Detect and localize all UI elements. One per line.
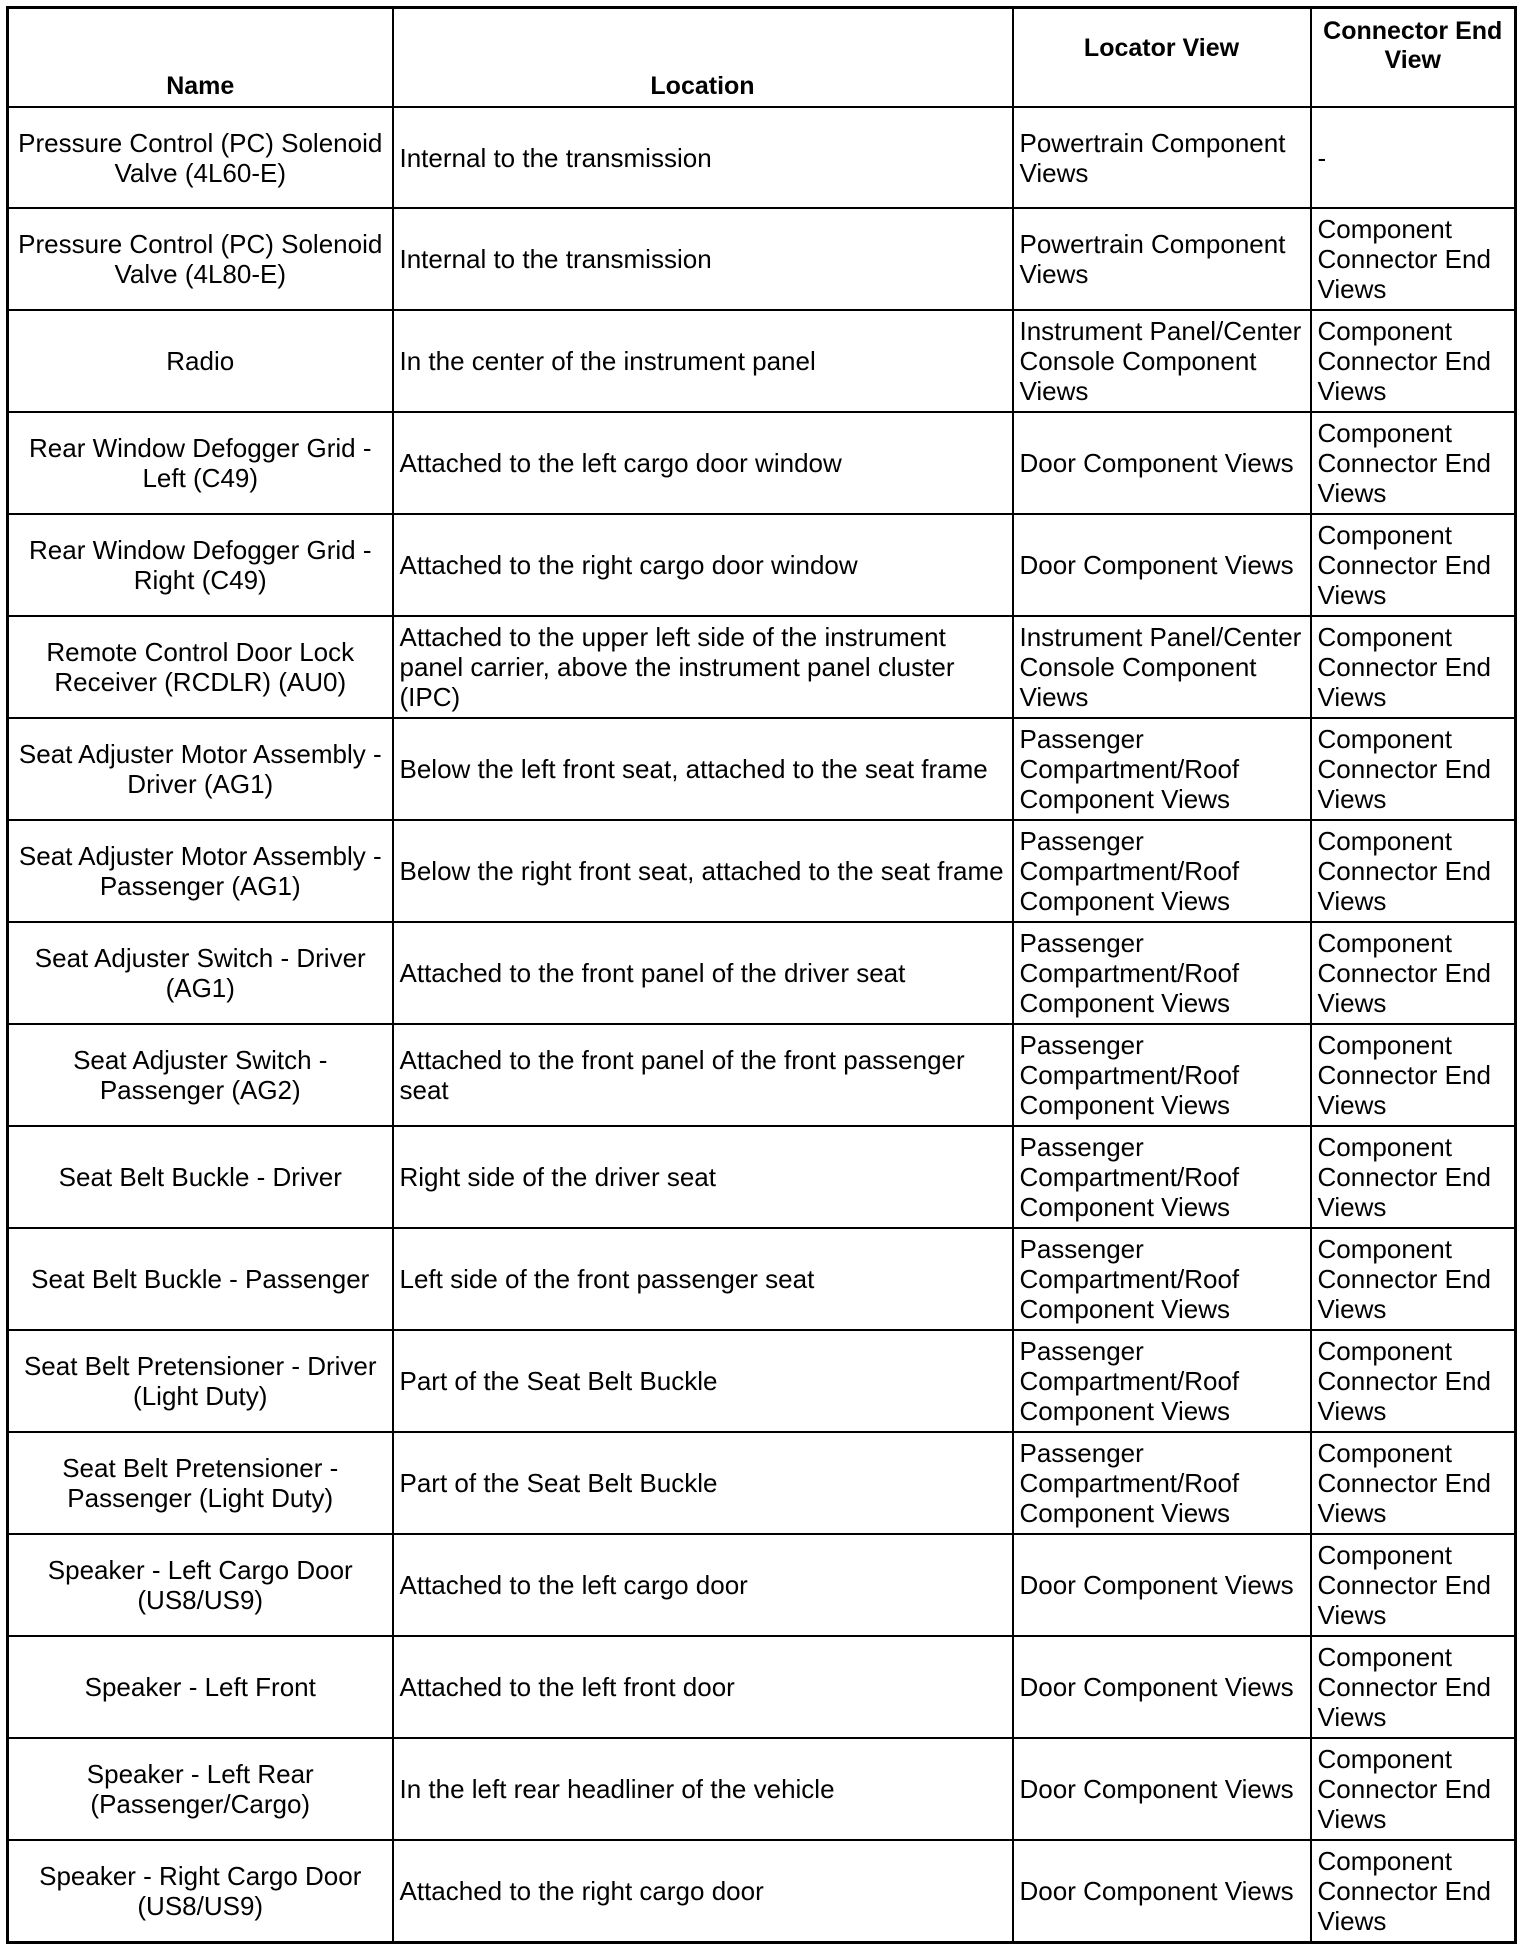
locator-view-cell: Passenger Compartment/Roof Component Views [1013, 1432, 1311, 1534]
component-name-cell: Pressure Control (PC) Solenoid Valve (4L80-E) [8, 208, 393, 310]
table-row [8, 1636, 1516, 1738]
locator-view-cell: Passenger Compartment/Roof Component Views [1013, 1126, 1311, 1228]
column-header-location: Location [393, 8, 1013, 108]
table-header [8, 8, 1516, 108]
table-row [8, 514, 1516, 616]
table-row [8, 1534, 1516, 1636]
connector-end-view-cell: Component Connector End Views [1311, 514, 1516, 616]
component-name-cell: Pressure Control (PC) Solenoid Valve (4L60-E) [8, 107, 393, 208]
component-name-cell: Seat Belt Buckle - Driver [8, 1126, 393, 1228]
location-cell: Attached to the left front door [393, 1636, 1013, 1738]
component-locator-table [6, 6, 1517, 1944]
component-name-cell: Seat Belt Pretensioner - Passenger (Light Duty) [8, 1432, 393, 1534]
component-name-cell: Speaker - Right Cargo Door (US8/US9) [8, 1840, 393, 1942]
location-cell: Attached to the left cargo door [393, 1534, 1013, 1636]
table-row [8, 412, 1516, 514]
table-row [8, 1024, 1516, 1126]
connector-end-view-cell: Component Connector End Views [1311, 820, 1516, 922]
locator-view-cell: Passenger Compartment/Roof Component Views [1013, 1228, 1311, 1330]
component-name-cell: Remote Control Door Lock Receiver (RCDLR) (AU0) [8, 616, 393, 718]
header-row [8, 8, 1516, 108]
component-name-cell: Speaker - Left Rear (Passenger/Cargo) [8, 1738, 393, 1840]
connector-end-view-cell: - [1311, 107, 1516, 208]
location-cell: Attached to the front panel of the driver seat [393, 922, 1013, 1024]
column-header-connector-end-view: Connector End View [1311, 8, 1516, 108]
column-header-locator-view: Locator View [1013, 8, 1311, 108]
component-name-cell: Rear Window Defogger Grid - Left (C49) [8, 412, 393, 514]
location-cell: Part of the Seat Belt Buckle [393, 1432, 1013, 1534]
table-row [8, 1330, 1516, 1432]
location-cell: In the left rear headliner of the vehicle [393, 1738, 1013, 1840]
component-name-cell: Speaker - Left Front [8, 1636, 393, 1738]
connector-end-view-cell: Component Connector End Views [1311, 208, 1516, 310]
locator-view-cell: Door Component Views [1013, 1636, 1311, 1738]
location-cell: Below the left front seat, attached to the seat frame [393, 718, 1013, 820]
table-row [8, 718, 1516, 820]
locator-view-cell: Passenger Compartment/Roof Component Views [1013, 1330, 1311, 1432]
connector-end-view-cell: Component Connector End Views [1311, 1432, 1516, 1534]
location-cell: Attached to the right cargo door window [393, 514, 1013, 616]
locator-view-cell: Door Component Views [1013, 412, 1311, 514]
component-name-cell: Seat Adjuster Switch - Passenger (AG2) [8, 1024, 393, 1126]
location-cell: Attached to the left cargo door window [393, 412, 1013, 514]
locator-view-cell: Instrument Panel/Center Console Component Views [1013, 310, 1311, 412]
connector-end-view-cell: Component Connector End Views [1311, 1228, 1516, 1330]
location-cell: Attached to the front panel of the front passenger seat [393, 1024, 1013, 1126]
component-name-cell: Seat Adjuster Motor Assembly - Passenger (AG1) [8, 820, 393, 922]
component-name-cell: Rear Window Defogger Grid - Right (C49) [8, 514, 393, 616]
connector-end-view-cell: Component Connector End Views [1311, 412, 1516, 514]
locator-view-cell: Passenger Compartment/Roof Component Views [1013, 718, 1311, 820]
locator-view-cell: Passenger Compartment/Roof Component Views [1013, 1024, 1311, 1126]
locator-view-cell: Door Component Views [1013, 1534, 1311, 1636]
locator-view-cell: Instrument Panel/Center Console Component Views [1013, 616, 1311, 718]
component-name-cell: Radio [8, 310, 393, 412]
connector-end-view-cell: Component Connector End Views [1311, 1024, 1516, 1126]
location-cell: Part of the Seat Belt Buckle [393, 1330, 1013, 1432]
component-name-cell: Speaker - Left Cargo Door (US8/US9) [8, 1534, 393, 1636]
table-body [8, 107, 1516, 1942]
locator-view-cell: Passenger Compartment/Roof Component Views [1013, 820, 1311, 922]
component-name-cell: Seat Adjuster Switch - Driver (AG1) [8, 922, 393, 1024]
table-row [8, 1126, 1516, 1228]
location-cell: Below the right front seat, attached to the seat frame [393, 820, 1013, 922]
table-row [8, 310, 1516, 412]
location-cell: In the center of the instrument panel [393, 310, 1013, 412]
location-cell: Internal to the transmission [393, 208, 1013, 310]
connector-end-view-cell: Component Connector End Views [1311, 922, 1516, 1024]
locator-view-cell: Powertrain Component Views [1013, 107, 1311, 208]
locator-view-cell: Powertrain Component Views [1013, 208, 1311, 310]
component-name-cell: Seat Adjuster Motor Assembly - Driver (AG1) [8, 718, 393, 820]
column-header-name: Name [8, 8, 393, 108]
component-locator-table-container [6, 6, 1514, 1936]
connector-end-view-cell: Component Connector End Views [1311, 1126, 1516, 1228]
connector-end-view-cell: Component Connector End Views [1311, 1330, 1516, 1432]
location-cell: Right side of the driver seat [393, 1126, 1013, 1228]
connector-end-view-cell: Component Connector End Views [1311, 310, 1516, 412]
table-row [8, 1432, 1516, 1534]
component-name-cell: Seat Belt Pretensioner - Driver (Light Duty) [8, 1330, 393, 1432]
table-row [8, 1738, 1516, 1840]
location-cell: Internal to the transmission [393, 107, 1013, 208]
connector-end-view-cell: Component Connector End Views [1311, 616, 1516, 718]
table-row [8, 107, 1516, 208]
table-row [8, 1228, 1516, 1330]
connector-end-view-cell: Component Connector End Views [1311, 1636, 1516, 1738]
table-row [8, 820, 1516, 922]
location-cell: Attached to the right cargo door [393, 1840, 1013, 1942]
locator-view-cell: Door Component Views [1013, 1840, 1311, 1942]
locator-view-cell: Door Component Views [1013, 514, 1311, 616]
table-row [8, 922, 1516, 1024]
connector-end-view-cell: Component Connector End Views [1311, 1840, 1516, 1942]
table-row [8, 208, 1516, 310]
locator-view-cell: Door Component Views [1013, 1738, 1311, 1840]
table-row [8, 616, 1516, 718]
location-cell: Attached to the upper left side of the instrument panel carrier, above the instrument panel cluster (IPC) [393, 616, 1013, 718]
locator-view-cell: Passenger Compartment/Roof Component Views [1013, 922, 1311, 1024]
connector-end-view-cell: Component Connector End Views [1311, 1738, 1516, 1840]
connector-end-view-cell: Component Connector End Views [1311, 1534, 1516, 1636]
component-name-cell: Seat Belt Buckle - Passenger [8, 1228, 393, 1330]
table-row [8, 1840, 1516, 1942]
location-cell: Left side of the front passenger seat [393, 1228, 1013, 1330]
connector-end-view-cell: Component Connector End Views [1311, 718, 1516, 820]
